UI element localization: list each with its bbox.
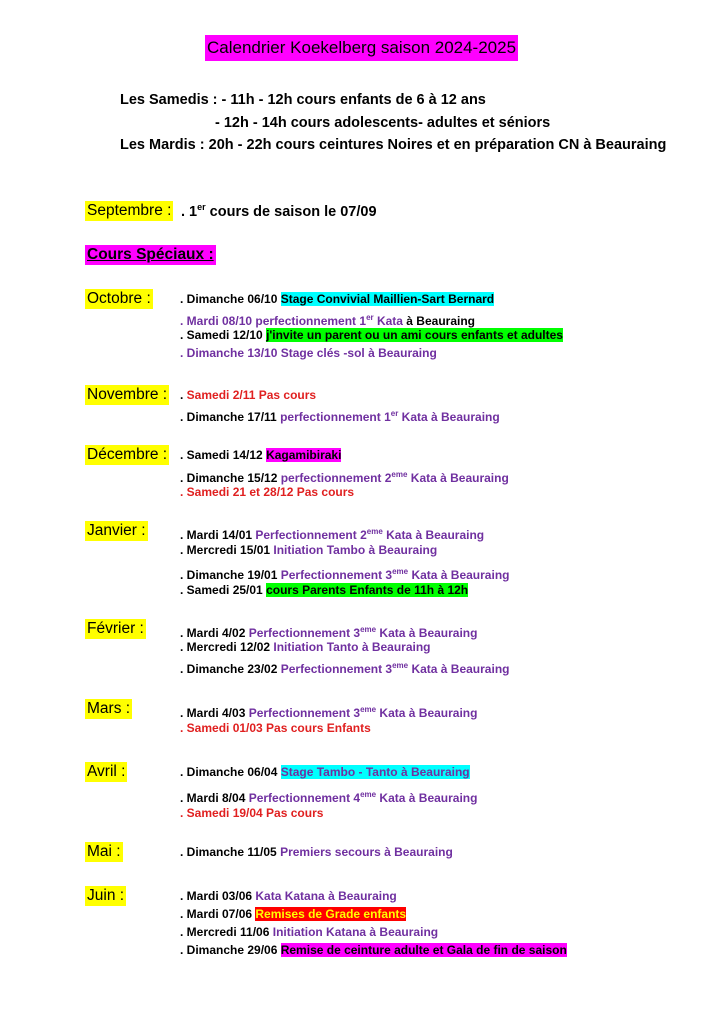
event-mai-1 [180,845,453,860]
event-text-post: Kata [373,314,403,328]
event-text-pre: . Mardi 08/10 perfectionnement 1 [180,314,367,328]
event-jan-4 [180,583,468,598]
event-apr-1 [180,765,470,780]
event-feb-3 [180,658,509,677]
septembre-event-post: cours de saison le 07/09 [205,203,377,220]
event-mar-2: . Samedi 01/03 Pas cours Enfants [180,721,371,735]
event-mar-1 [180,702,477,721]
event-date: . Mardi 07/06 [180,907,256,921]
event-date: . Samedi 25/01 [180,583,267,597]
event-jan-1 [180,524,484,543]
event-text-pre: Perfectionnement 4 [248,791,361,805]
event-date: . Dimanche 06/04 [180,765,281,779]
event-date: . Samedi 14/12 [180,448,267,462]
month-label-avril: Avril : [87,763,126,780]
event-apr-2 [180,787,477,806]
event-dot: . [180,388,187,402]
event-apr-3: . Samedi 19/04 Pas cours [180,806,324,820]
septembre-event-sup: er [197,202,206,212]
event-text: Initiation Tambo à Beauraing [273,543,438,557]
event-date: . Mardi 4/02 [180,626,249,640]
event-text-sup: er [390,409,399,418]
month-label-novembre: Novembre : [87,386,168,403]
event-date: . Mercredi 12/02 [180,640,274,654]
month-label-fevrier: Février : [87,620,144,637]
septembre-event-pre: . 1 [181,203,198,220]
cours-speciaux-heading: Cours Spéciaux : [87,246,214,263]
intro-samedis-line1: Les Samedis : - 11h - 12h cours enfants de 6 à 12 ans [120,92,486,108]
event-date: . Mercredi 11/06 [180,925,273,939]
event-text-post: Kata à Beauraing [407,471,509,485]
septembre-event [181,202,377,220]
event-date: . Dimanche 17/11 [180,410,281,424]
event-text-sup: eme [392,567,409,576]
event-dec-1 [180,448,341,463]
event-text: Kagamibiraki [266,448,342,462]
event-dec-3: . Samedi 21 et 28/12 Pas cours [180,485,355,499]
event-date: . Mardi 03/06 [180,889,256,903]
event-text: j'invite un parent ou un ami cours enfants et adultes [266,328,563,342]
event-text-post: Kata à Beauraing [408,662,510,676]
event-text-post: Kata à Beauraing [376,626,478,640]
event-text-sup: eme [360,625,377,634]
event-text-sup: eme [366,527,383,536]
event-date: . Dimanche 19/01 [180,568,281,582]
event-oct-3 [180,328,563,343]
event-jan-2 [180,543,437,558]
event-text: cours Parents Enfants de 11h à 12h [266,583,469,597]
event-jun-1 [180,889,397,904]
event-jan-3 [180,564,509,583]
event-date: . Dimanche 11/05 [180,845,281,859]
event-date: . Mardi 4/03 [180,706,249,720]
event-text-post: Kata à Beauraing [408,568,510,582]
event-text-post: Kata à Beauraing [382,528,485,542]
month-label-mai: Mai : [87,843,121,860]
event-text-sup: eme [392,661,409,670]
event-date: . Samedi 12/10 [180,328,267,342]
month-label-septembre: Septembre : [87,202,172,219]
event-text: à Beauraing [402,314,475,328]
event-date: . Mardi 14/01 [180,528,256,542]
intro-mardis-line: Les Mardis : 20h - 22h cours ceintures Noires et en préparation CN à Beauraing [120,137,667,153]
event-text-pre: Perfectionnement 2 [255,528,367,542]
event-text: Premiers secours à Beauraing [280,845,453,859]
event-text: Remises de Grade enfants [255,907,407,921]
month-label-octobre: Octobre : [87,290,151,307]
event-nov-1 [180,388,316,403]
event-text-pre: Perfectionnement 3 [280,568,393,582]
event-text: Initiation Tanto à Beauraing [273,640,431,654]
event-text-pre: Perfectionnement 3 [280,662,393,676]
event-oct-4: . Dimanche 13/10 Stage clés -sol à Beauraing [180,346,437,360]
event-text: Stage Tambo - Tanto à Beauraing [280,765,470,779]
event-text: Samedi 2/11 Pas cours [186,388,317,402]
event-date: . Dimanche 29/06 [180,943,281,957]
event-jun-4 [180,943,567,958]
event-feb-2 [180,640,431,655]
event-text-post: Kata à Beauraing [376,706,478,720]
month-label-decembre: Décembre : [87,446,168,463]
event-date: . Mardi 8/04 [180,791,249,805]
event-text-sup: eme [360,790,377,799]
month-label-mars: Mars : [87,700,131,717]
intro-samedis-line2: - 12h - 14h cours adolescents- adultes et séniors [215,115,551,131]
event-jun-2 [180,907,406,922]
event-feb-1 [180,622,477,641]
event-text: Kata Katana à Beauraing [255,889,397,903]
event-nov-2 [180,406,500,425]
event-date: . Dimanche 15/12 [180,471,281,485]
event-text-post: Kata à Beauraing [398,410,500,424]
event-text-sup: eme [360,705,377,714]
event-text-pre: Perfectionnement 3 [248,626,361,640]
event-text: Initiation Katana à Beauraing [272,925,439,939]
event-date: . Mercredi 15/01 [180,543,274,557]
event-date: . Dimanche 06/10 [180,292,281,306]
event-text-pre: perfectionnement 1 [280,410,391,424]
event-dec-2 [180,467,509,486]
event-oct-1 [180,292,494,307]
month-label-janvier: Janvier : [87,522,146,539]
event-text: Stage Convivial Maillien-Sart Bernard [280,292,495,306]
event-text-sup: eme [391,470,408,479]
event-oct-2 [180,310,475,329]
event-text-sup: er [366,313,374,322]
page-title: Calendrier Koekelberg saison 2024-2025 [205,35,518,61]
event-jun-3 [180,925,438,940]
event-text: Remise de ceinture adulte et Gala de fin de saison [280,943,567,957]
event-text-post: Kata à Beauraing [376,791,478,805]
event-text-pre: Perfectionnement 3 [248,706,361,720]
event-date: . Dimanche 23/02 [180,662,281,676]
event-text-pre: perfectionnement 2 [280,471,392,485]
month-label-juin: Juin : [87,887,125,904]
